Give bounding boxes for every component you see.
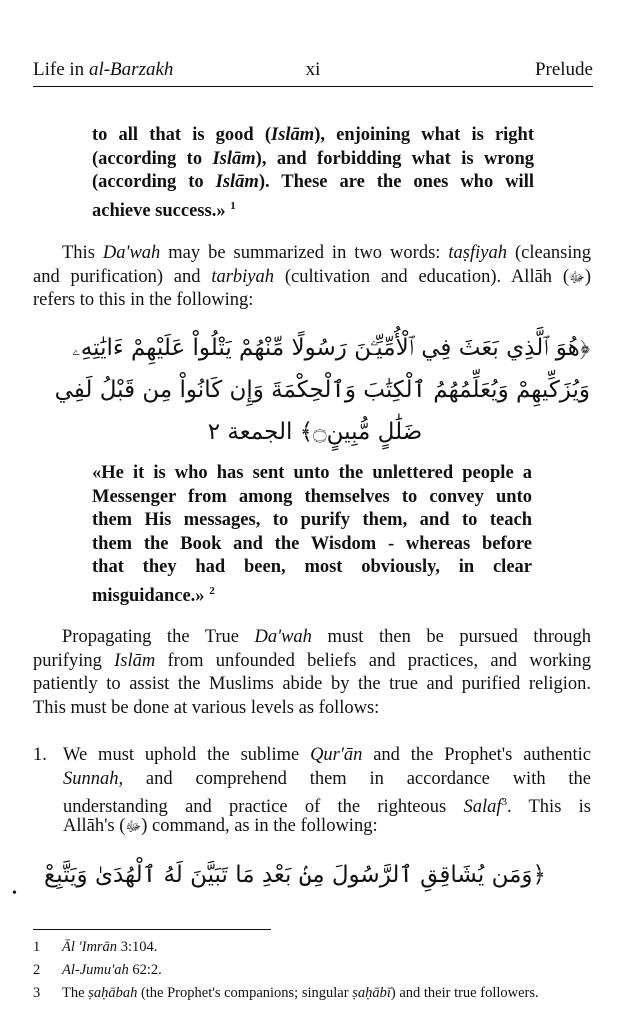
quote2-line: Messenger from among themselves to convey unto — [92, 486, 532, 507]
arabic-verse-line: ﴿وَمَن يُشَاقِقِ ٱلرَّسُولَ مِنۢ بَعْدِ مَا تَبَيَّنَ لَهُ ٱلْهُدَىٰ وَيَتَّبِعْ — [44, 862, 546, 888]
footnote-number: 1 — [33, 939, 41, 955]
paragraph-2 — [33, 626, 591, 720]
arabic-verse-line: ضَلَٰلٍ مُّبِينٍ۝﴾ الجمعة ٢ — [207, 419, 423, 445]
footnote-ref: 2 — [209, 584, 215, 597]
para1-line: refers to this in the following: — [33, 290, 254, 311]
arabic-verse-line: وَيُزَكِّيهِمْ وَيُعَلِّمُهُمُ ٱلْكِتَٰبَ وَٱلْحِكْمَةَ وَإِن كَانُواْ مِن قَبْلُ لَفِي — [54, 377, 590, 403]
arabic-verse-line: ﴿هُوَ ٱلَّذِي بَعَثَ فِي ٱلْأُمِّيِّـۧنَ رَسُولًا مِّنْهُمْ يَتْلُواْ عَلَيْهِمْ ءَايَٰتِهِۦ — [72, 335, 590, 361]
header-section-title: Prelude — [534, 59, 593, 80]
item1-line: understanding and practice of the righteous Salaf$^3$. This is — [63, 796, 591, 818]
para2-line: This must be done at various levels as follows: — [33, 697, 380, 718]
quote-block-1 — [92, 124, 534, 221]
item1-line: Allāh's (ﷻ) command, as in the following: — [63, 815, 378, 836]
para1-line: and purification) and tarbiyah (cultivation and education). Allāh (ﷻ) — [33, 266, 592, 287]
footnote — [33, 982, 603, 1005]
quote2-line: misguidance.» $^2$ — [92, 584, 215, 607]
quote1-line: achieve success.» $^1$ — [92, 199, 236, 221]
footnote-number: 3 — [33, 985, 41, 1001]
footnote-text: Āl 'Imrān 3:104. — [62, 939, 158, 955]
running-header — [33, 58, 593, 88]
para1-line: This Da'wah may be summarized in two words: taṣfiyah (cleansing — [62, 243, 591, 263]
quote2-line: them His messages, to purify them, and to teach — [92, 510, 532, 531]
header-title-plain: Life in — [33, 59, 89, 80]
salutation-glyph: ﷻ — [569, 269, 585, 286]
footnote-text: The ṣaḥābah (the Prophet's companions; singular ṣaḥābī) and their true followers. — [62, 985, 539, 1001]
header-title-italic: al-Barzakh — [88, 59, 174, 80]
salutation-glyph: ﷻ — [125, 818, 142, 835]
footnote-ref: 1 — [230, 199, 236, 212]
quote-block-2 — [92, 462, 532, 607]
header-rule — [33, 86, 593, 87]
page-number: xi — [305, 59, 321, 80]
footnote-ref: 3 — [501, 796, 507, 809]
footnote — [33, 936, 603, 959]
footnotes — [33, 936, 603, 1005]
quote1-line: (according to Islām), and forbidding what is wrong — [92, 148, 534, 169]
quote1-line: to all that is good (Islām), enjoining what is right — [92, 125, 534, 145]
para2-line: purifying Islām from unfounded beliefs and practices, and working — [33, 650, 591, 671]
item1-line: We must uphold the sublime Qur'ān and the Prophet's authentic — [63, 745, 591, 765]
quote2-line: «He it is who has sent unto the unlettered people a — [92, 463, 532, 483]
list-item-1 — [63, 744, 591, 838]
footnote-number: 2 — [33, 962, 41, 978]
paragraph-1 — [33, 242, 591, 313]
footnote-text: Al-Jumu'ah 62:2. — [62, 962, 162, 978]
list-number: 1. — [33, 745, 47, 765]
footnote — [33, 959, 603, 982]
stray-mark: • — [12, 886, 17, 901]
quote2-line: that they had been, most obviously, in clear — [92, 557, 532, 578]
quote2-line: them the Book and the Wisdom - whereas before — [92, 533, 532, 554]
para2-line: Propagating the True Da'wah must then be pursued through — [62, 627, 591, 647]
para2-line: patiently to assist the Muslims abide by the true and purified religion. — [33, 674, 591, 695]
quote1-line: (according to Islām). These are the ones who will — [92, 172, 534, 193]
item1-line: Sunnah, and comprehend them in accordance with the — [63, 768, 591, 789]
footnote-rule — [33, 929, 271, 930]
